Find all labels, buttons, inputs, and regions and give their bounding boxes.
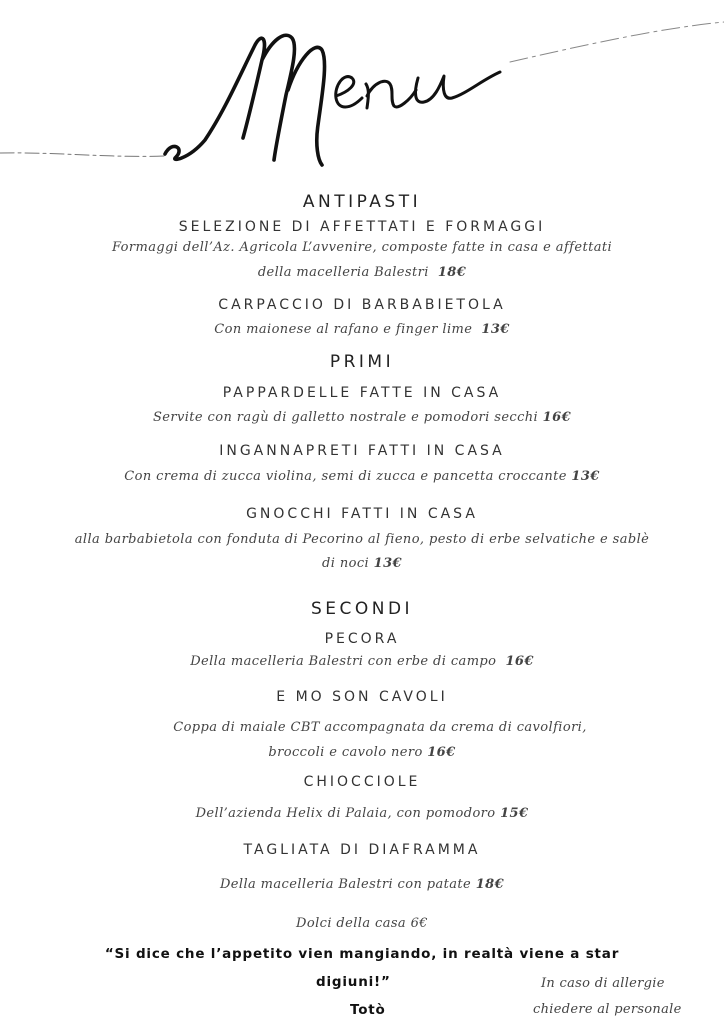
dish-description: Servite con ragù di galletto nostrale e pomodori secchi 16€ — [152, 410, 572, 425]
dish-description: di noci 13€ — [322, 556, 402, 571]
dish-description: Dell’azienda Helix di Palaia, con pomodoro 15€ — [195, 806, 529, 821]
letter-e — [336, 77, 362, 107]
dish-description: Della macelleria Balestri con patate 18€ — [219, 877, 505, 892]
dish-description: alla barbabietola con fonduta di Pecorino al fieno, pesto di erbe selvatiche e sablè — [74, 532, 650, 547]
dish-price: 16€ — [542, 410, 572, 425]
dish-name: INGANNAPRETI FATTI IN CASA — [219, 443, 505, 459]
dish-price: 13€ — [571, 469, 600, 484]
left-swash-line — [0, 153, 165, 157]
quote-line-2: digiuni!” — [316, 974, 391, 990]
dish-name: TAGLIATA DI DIAFRAMMA — [243, 842, 481, 858]
dish-description: Formaggi dell’Az. Agricola L’avvenire, composte fatte in casa e affettati — [111, 240, 613, 255]
section-heading-secondi: SECONDI — [310, 599, 414, 619]
dish-price: 18€ — [475, 877, 505, 892]
dish-price: 16€ — [505, 654, 534, 669]
menu-title-script — [0, 0, 724, 180]
allergy-note-line-2: chiedere al personale — [533, 1002, 682, 1017]
letter-m — [165, 35, 325, 165]
dish-name: CARPACCIO DI BARBABIETOLA — [218, 297, 506, 313]
dolci-line: Dolci della casa 6€ — [296, 916, 428, 931]
quote-line-1: “Si dice che l’appetito vien mangiando, in realtà viene a star — [104, 946, 620, 962]
letter-u — [416, 72, 500, 102]
dish-name: PAPPARDELLE FATTE IN CASA — [222, 385, 502, 401]
letter-n — [366, 81, 416, 108]
dish-name: PECORA — [324, 631, 400, 647]
allergy-note-line-1: In caso di allergie — [541, 976, 665, 991]
dish-description: broccoli e cavolo nero 16€ — [268, 745, 456, 760]
dish-name: CHIOCCIOLE — [303, 774, 421, 790]
dish-price: 16€ — [427, 745, 456, 760]
section-heading-antipasti: ANTIPASTI — [302, 192, 422, 212]
dish-name: E MO SON CAVOLI — [276, 689, 448, 705]
dish-name: SELEZIONE DI AFFETTATI E FORMAGGI — [178, 219, 546, 235]
dish-description: Con crema di zucca violina, semi di zucca e pancetta croccante 13€ — [124, 469, 600, 484]
section-heading-primi: PRIMI — [329, 352, 395, 372]
quote-author: Totò — [350, 1002, 386, 1018]
dish-price: 13€ — [373, 556, 402, 571]
dish-description: Con maionese al rafano e finger lime 13€ — [214, 322, 510, 337]
dish-name: GNOCCHI FATTI IN CASA — [246, 506, 478, 522]
dish-description: Della macelleria Balestri con erbe di campo 16€ — [190, 654, 534, 669]
dish-price: 18€ — [437, 265, 467, 280]
right-swash-line — [510, 22, 724, 62]
dish-price: 13€ — [481, 322, 510, 337]
dish-price: 15€ — [500, 806, 529, 821]
dish-description: Coppa di maiale CBT accompagnata da crema di cavolfiori, — [173, 720, 587, 735]
dish-description: della macelleria Balestri 18€ — [257, 265, 467, 280]
